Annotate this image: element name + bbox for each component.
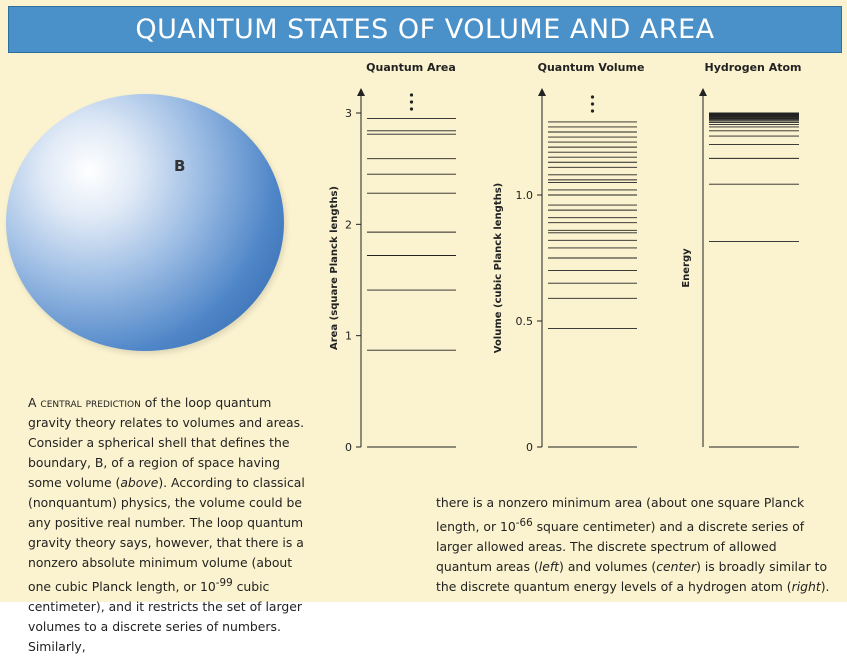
quantum-volume-tick-label: 1.0 <box>515 189 533 202</box>
quantum-volume-title: Quantum Volume <box>537 61 645 74</box>
caption-text-3: cubic centimeter), and it restricts the set of larger volumes to a discrete series of numbers. Similarly, <box>28 579 302 655</box>
quantum-volume-tick-label: 0.5 <box>515 315 533 328</box>
caption-paragraph-2 <box>436 493 831 597</box>
quantum-area-continuation-dot <box>410 93 413 96</box>
quantum-area-tick-label: 3 <box>345 107 352 120</box>
sphere-boundary-label: B <box>174 157 186 175</box>
quantum-volume-continuation-dot <box>591 109 594 112</box>
quantum-area-title: Quantum Area <box>366 61 456 74</box>
caption-exp-area: -66 <box>515 517 533 529</box>
hydrogen-atom-axis-arrow <box>699 88 707 96</box>
quantum-volume-axis-arrow <box>538 88 546 96</box>
quantum-area-continuation-dot <box>410 100 413 103</box>
hydrogen-atom-title: Hydrogen Atom <box>704 61 802 74</box>
caption-lead: A central prediction <box>28 395 141 410</box>
caption-above: above <box>120 475 159 490</box>
quantum-volume-continuation-dot <box>591 102 594 105</box>
caption-text-8: ). <box>820 579 830 595</box>
quantum-area-tick-label: 0 <box>345 441 352 454</box>
quantum-area-tick-label: 1 <box>345 329 352 343</box>
caption-center: center <box>656 559 697 575</box>
quantum-area-continuation-dot <box>410 107 413 110</box>
quantum-volume-continuation-dot <box>591 95 594 98</box>
quantum-volume-tick-label: 0 <box>526 441 533 454</box>
caption-text-7: ) is broadly similar to the discrete quantum energy levels of a hydrogen atom ( <box>436 559 828 595</box>
quantum-volume-ylabel: Volume (cubic Planck lengths) <box>493 182 504 354</box>
caption-text-2: ). According to classical (nonquantum) physics, the volume could be any positive real number. The loop quantum gravity theory says, however, that there is a nonzero absolute minimum volume (about one cubic Planck length, or 10 <box>28 475 305 595</box>
quantum-area-tick-label: 2 <box>345 218 352 232</box>
caption-right: right <box>791 579 821 595</box>
quantum-area-ylabel: Area (square Planck lengths) <box>329 185 340 351</box>
caption-exp-volume: -99 <box>215 577 233 589</box>
hydrogen-atom-ylabel: Energy <box>681 248 692 288</box>
caption-text-5: square centimeter) and a discrete series of larger allowed areas. The discrete spectrum of allowed quantum areas ( <box>436 519 805 575</box>
caption-text-6: ) and volumes ( <box>559 559 657 575</box>
caption-left: left <box>538 559 560 575</box>
caption-text-1: of the loop quantum gravity theory relates to volumes and areas. Consider a spherical shell that defines the boundary, B, of a region of space having some volume ( <box>28 395 305 490</box>
caption-paragraph-1 <box>28 393 310 657</box>
quantum-area-axis-arrow <box>357 88 365 96</box>
caption-text-4: there is a nonzero minimum area (about one square Planck length, or 10 <box>436 495 805 535</box>
page-title: QUANTUM STATES OF VOLUME AND AREA <box>8 6 842 53</box>
